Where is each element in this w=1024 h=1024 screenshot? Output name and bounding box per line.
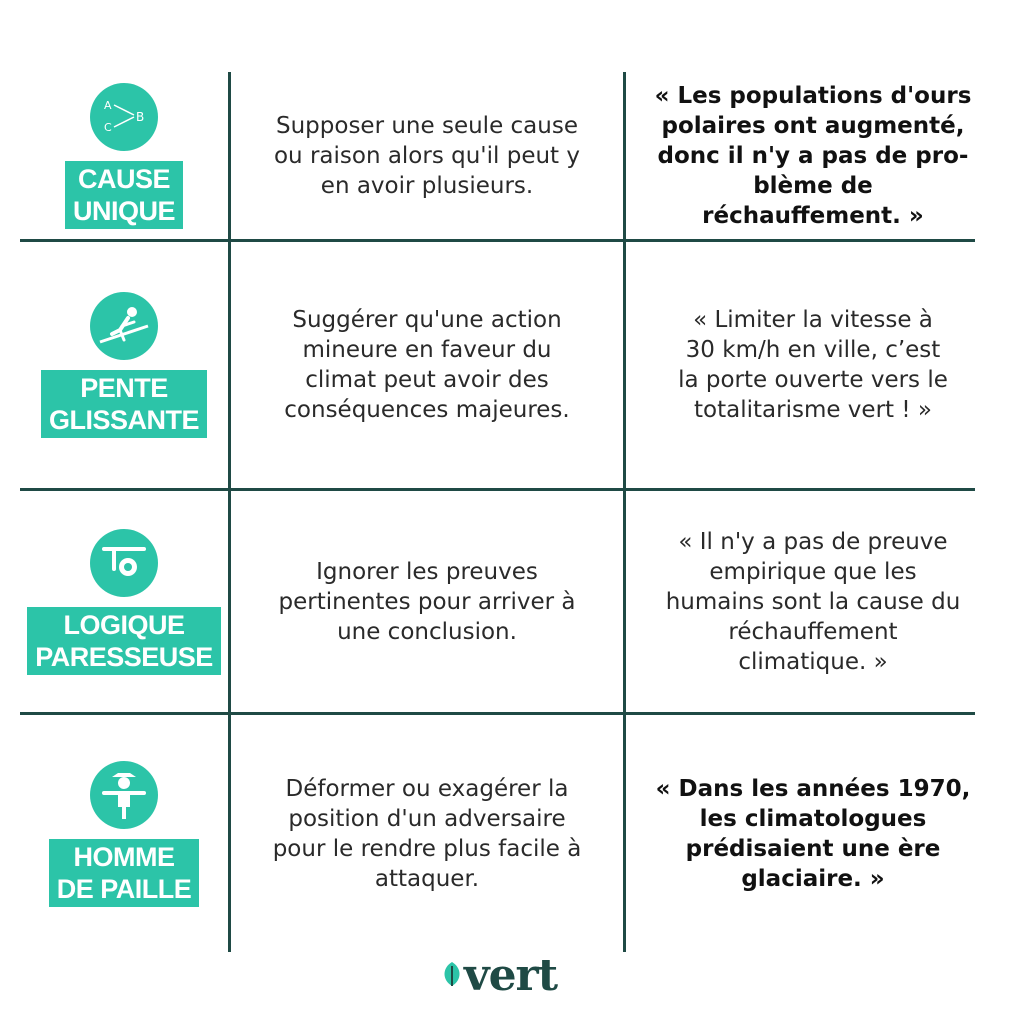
abc-causal-icon <box>90 83 158 151</box>
fallacy-example: « Limiter la vitesse à 30 km/h en ville, c’est la porte ouverte vers le totalitarisme vert ! » <box>678 307 948 423</box>
description-cell <box>231 242 623 488</box>
fallacy-example: « Dans les années 1970, les climatologues prédisaient une ère glaciaire. » <box>655 775 971 892</box>
description-cell <box>231 491 623 712</box>
example-cell <box>628 491 998 712</box>
table-row <box>0 491 1024 712</box>
fallacy-badge <box>20 491 228 712</box>
table-row <box>0 242 1024 488</box>
svg-text:B: B <box>136 109 145 124</box>
fallacy-badge <box>20 72 228 239</box>
table-row <box>0 72 1024 239</box>
example-cell <box>628 242 998 488</box>
table-row <box>0 715 1024 952</box>
fallacy-description: Suggérer qu'une action mineure en faveur du climat peut avoir des conséquences majeures. <box>284 307 570 423</box>
fallacy-description: Supposer une seule cause ou raison alors qu'il peut y en avoir plusieurs. <box>273 112 580 199</box>
description-cell <box>231 715 623 952</box>
fallacy-badge <box>20 715 228 952</box>
fallacy-badge <box>20 242 228 488</box>
slipping-person-icon <box>90 292 158 360</box>
fallacy-example: « Les populations d'ours polaires ont augmenté, donc il n'y a pas de pro- blème de réchauffement. » <box>654 82 972 229</box>
example-cell <box>628 715 998 952</box>
fallacy-description: Déformer ou exagérer la position d'un adversaire pour le rendre plus facile à attaquer. <box>272 775 582 892</box>
leaf-icon <box>440 958 464 992</box>
fallacy-example: « Il n'y a pas de preuve empirique que les humains sont la cause du réchauffement climatique. » <box>665 528 961 675</box>
scarecrow-icon <box>90 761 158 829</box>
description-cell <box>231 72 623 239</box>
logo-text: vert <box>464 949 558 1001</box>
fallacy-label: HOMME DE PAILLE <box>49 839 200 907</box>
fallacy-label: PENTE GLISSANTE <box>41 370 207 438</box>
sloth-icon <box>90 529 158 597</box>
vert-logo <box>440 950 590 1000</box>
svg-text:A: A <box>104 98 112 112</box>
svg-text:C: C <box>104 120 112 134</box>
fallacy-label: CAUSE UNIQUE <box>65 161 183 229</box>
fallacy-label: LOGIQUE PARESSEUSE <box>27 607 221 675</box>
fallacy-description: Ignorer les preuves pertinentes pour arriver à une conclusion. <box>278 558 576 645</box>
example-cell <box>628 72 998 239</box>
